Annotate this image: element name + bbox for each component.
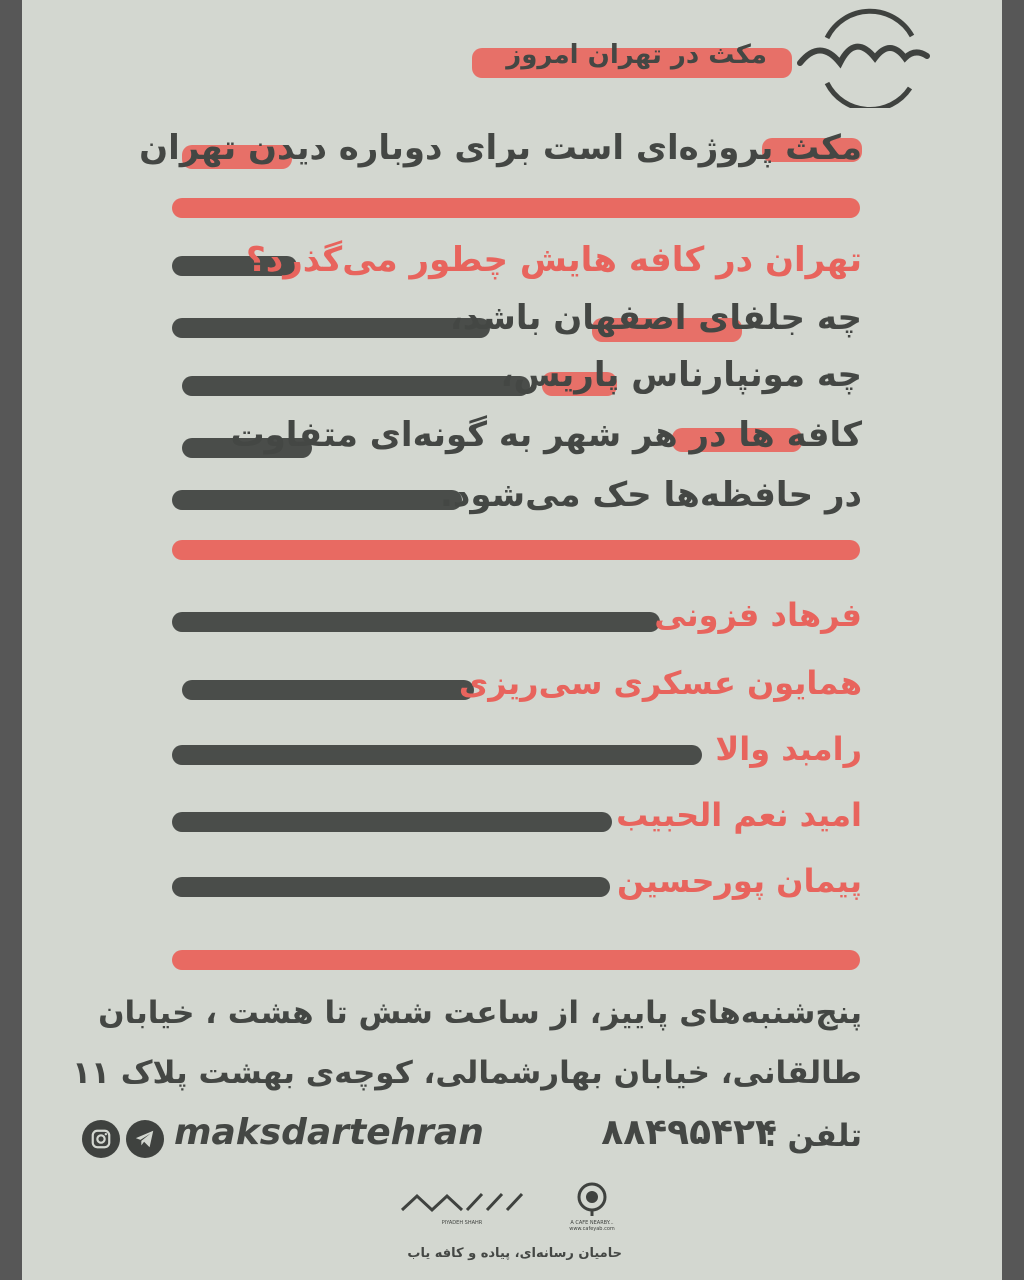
page-title: مکث در تهران امروز bbox=[506, 40, 767, 70]
divider-red-1 bbox=[172, 198, 860, 218]
cafe-url: www.cafeyab.com bbox=[569, 1226, 615, 1232]
sponsors-text: حامیان رسانه‌ای، پیاده و کافه یاب bbox=[407, 1246, 622, 1261]
instagram-icon[interactable] bbox=[82, 1120, 120, 1158]
body-line-2: چه مونپارناس پاریس، bbox=[500, 355, 862, 395]
bar-line-2 bbox=[182, 376, 530, 396]
divider-red-2 bbox=[172, 540, 860, 560]
bar-person-3 bbox=[172, 745, 702, 765]
person-4: امید نعم الحبیب bbox=[616, 796, 862, 834]
telegram-icon[interactable] bbox=[126, 1120, 164, 1158]
person-5: پیمان پورحسین bbox=[617, 862, 862, 900]
cafe-caption: A CAFE NEARBY... bbox=[570, 1220, 614, 1226]
bar-person-2 bbox=[182, 680, 474, 700]
bar-line-1 bbox=[172, 318, 490, 338]
bar-person-1 bbox=[172, 612, 660, 632]
bar-person-5 bbox=[172, 877, 610, 897]
body-line-4: در حافظه‌ها حک می‌شود. bbox=[439, 475, 862, 515]
bar-line-4 bbox=[172, 490, 462, 510]
maks-logo bbox=[792, 8, 932, 108]
phone-number: ۸۸۴۹۵۴۲۴ bbox=[601, 1112, 777, 1153]
piadeh-caption: PIYADEH SHAHR bbox=[441, 1220, 483, 1226]
bar-person-4 bbox=[172, 812, 612, 832]
person-1: فرهاد فزونی bbox=[654, 596, 862, 634]
poster bbox=[22, 0, 1002, 1280]
question-text: تهران در کافه هایش چطور می‌گذرد؟ bbox=[246, 240, 862, 280]
piadeh-logo bbox=[392, 1190, 532, 1230]
body-line-3: کافه ها در هر شهر به گونه‌ای متفاوت bbox=[230, 415, 862, 455]
intro-line: مکث پروژه‌ای است برای دوباره دیدن تهران bbox=[139, 128, 862, 168]
info-line-2: طالقانی، خیابان بهارشمالی، کوچه‌ی بهشت پلاک ۱۱ bbox=[72, 1055, 862, 1091]
person-3: رامبد والا bbox=[715, 730, 862, 768]
info-line-1: پنج‌شنبه‌های پاییز، از ساعت شش تا هشت ، خیابان bbox=[98, 995, 862, 1031]
person-2: همایون عسکری سی‌ریزی bbox=[458, 664, 862, 702]
phone-label: تلفن : bbox=[764, 1118, 862, 1154]
cafeyab-logo bbox=[562, 1182, 622, 1232]
social-handle[interactable]: maksdartehran bbox=[174, 1112, 484, 1153]
divider-red-3 bbox=[172, 950, 860, 970]
body-line-1: چه جلفای اصفهان باشد، bbox=[449, 298, 862, 338]
